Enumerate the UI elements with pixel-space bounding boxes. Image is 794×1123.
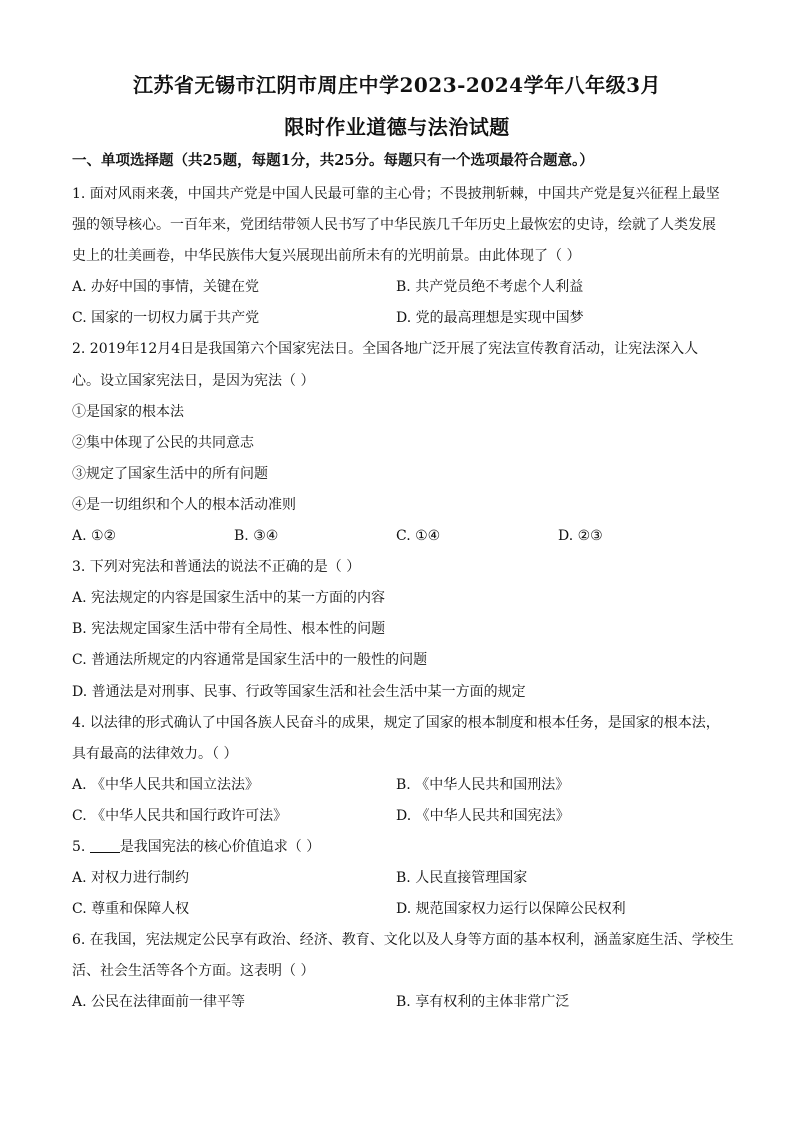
statement-1: ①是国家的根本法 [72, 403, 184, 420]
document-title-line1: 江苏省无锡市江阴市周庄中学2023-2024学年八年级3月 [132, 73, 662, 97]
question-2 [72, 334, 724, 552]
section-heading: 一、单项选择题（共25题，每题1分，共25分。每题只有一个选项最符合题意。） [72, 152, 594, 169]
question-6 [72, 925, 734, 1018]
option-b: B. 人民直接管理国家 [396, 870, 528, 887]
question-stem-line: 具有最高的法律效力。（ ） [72, 745, 238, 762]
option-row [72, 801, 724, 832]
option-row [72, 521, 724, 552]
option-d: D. 规范国家权力运行以保障公民权利 [396, 901, 626, 918]
option-d: D. ②③ [558, 528, 603, 545]
document-title-line2: 限时作业道德与法治试题 [284, 115, 510, 139]
option-c: C. ①④ [396, 528, 441, 545]
question-1 [72, 179, 724, 334]
option-b: B. 共产党员绝不考虑个人利益 [396, 279, 584, 296]
question-stem-line: 心。设立国家宪法日，是因为宪法（ ） [72, 372, 315, 389]
option-a: A. 对权力进行制约 [72, 870, 190, 887]
question-3 [72, 552, 724, 707]
question-stem-line: 6. 在我国，宪法规定公民享有政治、经济、教育、文化以及人身等方面的基本权利，涵盖家庭生活、学校生 [72, 932, 734, 949]
option-c: C. 《中华人民共和国行政许可法》 [72, 807, 288, 824]
option-a: A. 办好中国的事情，关键在党 [72, 279, 260, 296]
option-d: D. 《中华人民共和国宪法》 [396, 807, 570, 824]
option-c: C. 尊重和保障人权 [72, 901, 190, 918]
option-a: A. 《中华人民共和国立法法》 [72, 776, 260, 793]
option-b: B. 《中华人民共和国刑法》 [396, 776, 570, 793]
option-a: A. 宪法规定的内容是国家生活中的某一方面的内容 [72, 590, 386, 607]
question-list [72, 179, 734, 1019]
option-c: C. 普通法所规定的内容通常是国家生活中的一般性的问题 [72, 652, 428, 669]
question-stem-line: 强的领导核心。一百年来，党团结带领人民书写了中华民族几千年历史上最恢宏的史诗，绘就了人类发展 [72, 217, 716, 234]
option-a: A. 公民在法律面前一律平等 [72, 994, 246, 1011]
option-row [72, 894, 724, 925]
question-stem-line: 2. 2019年12月4日是我国第六个国家宪法日。全国各地广泛开展了宪法宣传教育活动，让宪法深入人 [72, 341, 699, 358]
option-row [72, 272, 724, 303]
option-d: D. 普通法是对刑事、民事、行政等国家生活和社会生活中某一方面的规定 [72, 683, 526, 700]
question-stem-text: 是我国宪法的核心价值追求（ ） [119, 838, 321, 855]
option-b: B. ③④ [234, 528, 279, 545]
question-number: 5. [72, 838, 86, 855]
statement-3: ③规定了国家生活中的所有问题 [72, 465, 268, 482]
option-row [72, 863, 724, 894]
statement-2: ②集中体现了公民的共同意志 [72, 434, 254, 451]
question-stem-line: 3. 下列对宪法和普通法的说法不正确的是（ ） [72, 559, 361, 576]
question-5 [72, 832, 724, 925]
question-stem-line: 史上的壮美画卷，中华民族伟大复兴展现出前所未有的光明前景。由此体现了（ ） [72, 248, 581, 265]
option-c: C. 国家的一切权力属于共产党 [72, 310, 260, 327]
fill-in-blank [90, 838, 120, 853]
option-row [72, 303, 724, 334]
option-b: B. 享有权利的主体非常广泛 [396, 994, 570, 1011]
statement-4: ④是一切组织和个人的根本活动准则 [72, 496, 296, 513]
question-stem-line [72, 832, 724, 863]
option-row [72, 770, 724, 801]
option-a: A. ①② [72, 528, 117, 545]
question-stem-line: 1. 面对风雨来袭，中国共产党是中国人民最可靠的主心骨；不畏披荆斩棘，中国共产党是复兴征程上最坚 [72, 186, 720, 202]
question-stem-line: 4. 以法律的形式确认了中国各族人民奋斗的成果，规定了国家的根本制度和根本任务，是国家的根本法， [72, 714, 720, 731]
option-row [72, 987, 724, 1018]
option-d: D. 党的最高理想是实现中国梦 [396, 310, 584, 327]
option-b: B. 宪法规定国家生活中带有全局性、根本性的问题 [72, 621, 386, 638]
question-4 [72, 708, 724, 832]
question-stem-line: 活、社会生活等各个方面。这表明（ ） [72, 963, 315, 980]
